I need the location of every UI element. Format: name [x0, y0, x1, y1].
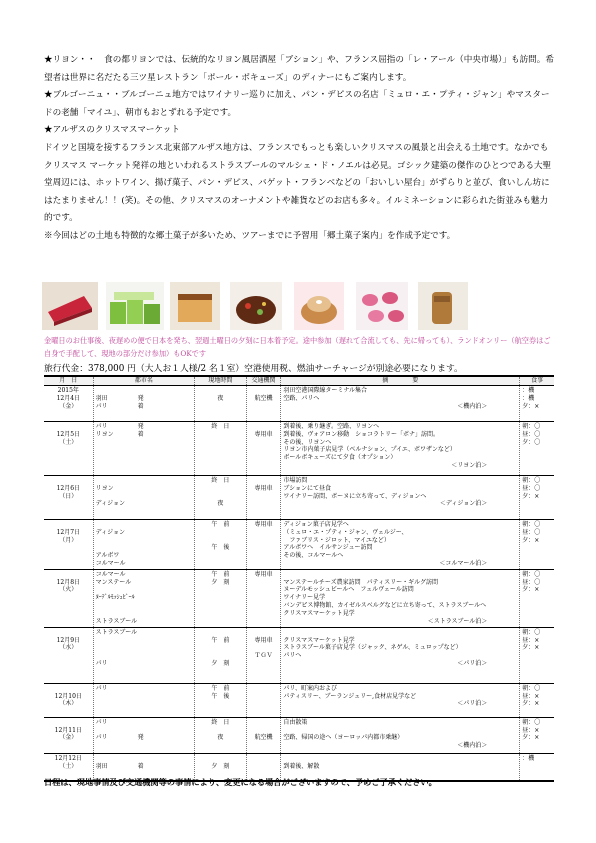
row-date: 12月11日 （金）: [44, 717, 93, 753]
table-row: [44, 386, 554, 422]
row-city: 羽田 発 パリ 着: [93, 386, 195, 422]
row-city: パリ: [93, 683, 195, 717]
row-date: 12月8日 （火）: [44, 569, 93, 627]
header-meals: 食事: [520, 376, 554, 386]
participation-note: 金曜日のお仕事後、夜遅めの便で日本を発ち、翌週土曜日の夕刻に日本着予定。途中参加（遅れて合流しても、先に帰っても）、ランドオンリー（航空券はご自身で手配して、現地の部分だけ参加）もOKです: [44, 336, 551, 358]
row-summary: 到着後、乗り継ぎ。空路、リヨンへ 到着後、ヴォアロン移動 ショコラトリー「ボナ」訪問。 その後、リヨンへ リヨン市内菓子店見学（ベルナション、プイエ、ボワザンなど） ボールボキューズにて夕食（オプション） ＜リヨン泊＞: [281, 422, 520, 476]
intro-text: [44, 52, 556, 246]
row-transport: 専用車: [246, 569, 281, 627]
row-stay: ＜機内泊＞: [457, 402, 488, 410]
row-city: パリ 発 リヨン 着: [93, 422, 195, 476]
row-summary: クリスマスマーケット見学 ストラスブール菓子店見学（ジャック、ネゲル、ミュロップなど） パリへ ＜パリ泊＞: [281, 627, 520, 683]
header-summary: 摘 要: [281, 376, 520, 386]
row-time: 午 前 夕 刻: [195, 569, 246, 627]
row-stay: ＜コルマール泊＞: [439, 559, 488, 567]
row-meals: ：機: [520, 753, 554, 781]
row-time: 午 前 夕 刻: [195, 627, 246, 683]
row-summary: パリ、町案内および パティスリー、ブーランジェリー,食材店見学など ＜パリ泊＞: [281, 683, 520, 717]
row-stay: ＜パリ泊＞: [457, 659, 488, 667]
intro-alsace: ドイツと国境を接するフランス北東部アルザス地方は、フランスでもっとも楽しいクリスマスの風景と出会える土地です。なかでもクリスマス マーケット発祥の地といわれるストラスブールのマルシェ・ド・ノエルは必見。ゴシック建築の傑作のひとつである大聖堂周辺には、ホットワイン、揚げ菓子、パン・デピス、バゲット・フランベなどの「おいしい屋台」がずらりと並び、食いしん坊にはたまりません！！(笑)。その他、クリスマスのオーナメントや雑貨などのお店も多々。イルミネーションに彩られた街並みも魅力的です。: [44, 142, 552, 224]
row-summary: 自由散策 空路、帰国の途へ（ヨーロッパ内都市乗継） ＜機内泊＞: [281, 717, 520, 753]
row-transport: 専用車 ＴＧＶ: [246, 627, 281, 683]
kouglof-photo: [294, 282, 344, 330]
row-city: コルマール マンステール ﾇｰﾃﾞﾙﾓｯｼｭﾋﾞｰﾙ ストラスブール: [93, 569, 195, 627]
intro-note: ※今回はどの土地も特徴的な郷土菓子が多いため、ツアーまでに予習用「郷土菓子案内」を作成予定です。: [44, 230, 456, 241]
intro-lyon: ★リヨン・・ 食の都リヨンでは、伝統的なリヨン風居酒屋「ブション」や、フランス屈指の「レ・アール（中央市場）」も訪問。希望者は世界に名だたる三ツ星レストラン「ポール・ボキューズ」のディナーにもご案内します。: [44, 55, 554, 83]
row-time: 終 日: [195, 422, 246, 476]
row-summary: ディジョン菓子店見学へ （ミュロ・エ・プティ・ジャン、ヴェルジー、 ファブリス・ジロット、マイユなど） アルボワへ イルサンジュー訪問 その後、コルマールへ ＜コルマール泊＞: [281, 520, 520, 570]
row-time: 夕 刻: [195, 753, 246, 781]
row-transport: 専用車: [246, 476, 281, 520]
row-meals: 朝：〇 昼：〇 夕：×: [520, 569, 554, 627]
row-city: ディジョン アルボワ コルマール: [93, 520, 195, 570]
tour-price: 旅行代金：378,000 円（大人お１人様/2 名１室）空港使用税、燃油サーチャージが別途必要になります。: [44, 364, 463, 374]
table-row: [44, 520, 554, 570]
row-time: 午 前 午 後: [195, 520, 246, 570]
pastry-photo: [418, 282, 468, 330]
intro-bourgogne: ★ブルゴーニュ・・ブルゴーニュ地方ではワイナリー巡りに加え、パン・デピスの名店「ミュロ・エ・プティ・ジャン」やマスタードの老舗「マイユ」、朝市もおとずれる予定です。: [44, 90, 550, 118]
row-city: ストラスブール パリ: [93, 627, 195, 683]
table-row: [44, 717, 554, 753]
header-time: 現地時間: [195, 376, 246, 386]
row-stay: ＜パリ泊＞: [457, 700, 488, 708]
table-row: [44, 683, 554, 717]
row-date: 12月5日 （土）: [44, 422, 93, 476]
table-row: [44, 476, 554, 520]
header-date: 月 日: [44, 376, 93, 386]
row-time: 終 日 夜: [195, 476, 246, 520]
itinerary-table: [44, 375, 554, 782]
row-transport: 航空機: [246, 717, 281, 753]
row-date: 12月6日 （日）: [44, 476, 93, 520]
fruit-cake-photo: [230, 282, 282, 330]
table-row: [44, 627, 554, 683]
row-date: 2015年 12月4日 （金）: [44, 386, 93, 422]
row-stay: ＜ディジョン泊＞: [439, 500, 488, 508]
pink-biscuits-photo: [356, 282, 408, 330]
sponge-cake-photo: [170, 282, 220, 330]
row-transport: 専用車: [246, 520, 281, 570]
row-date: 12月12日 （土）: [44, 753, 93, 781]
row-meals: 朝：〇 昼：× 夕：×: [520, 717, 554, 753]
row-stay: ＜ストラスブール泊＞: [427, 617, 488, 625]
row-time: 夜: [195, 386, 246, 422]
row-meals: 朝：〇 昼：〇 夕：〇: [520, 422, 554, 476]
row-meals: 朝：〇 昼：〇 夕：×: [520, 520, 554, 570]
row-city: 羽田 着: [93, 753, 195, 781]
header-city: 都市名: [93, 376, 195, 386]
row-date: 12月9日 （水）: [44, 627, 93, 683]
row-date: 12月10日 （木）: [44, 683, 93, 717]
intro-alsace-heading: ★アルザスのクリスマスマーケット: [44, 125, 180, 136]
row-summary: 到着後、解散: [281, 753, 520, 781]
green-sweets-photo: [106, 282, 164, 330]
row-stay: ＜機内泊＞: [457, 742, 488, 750]
row-meals: 朝：〇 昼：〇 夕：×: [520, 476, 554, 520]
table-header-row: [44, 376, 554, 386]
row-city: リヨン ディジョン: [93, 476, 195, 520]
row-transport: 専用車: [246, 422, 281, 476]
schedule-disclaimer: 日程は、現地事情及び交通機関等の事情により、変更になる場合がございますので、予めご了承ください。: [44, 777, 437, 787]
row-meals: ：機 ：機 夕：×: [520, 386, 554, 422]
row-city: パリ パリ 発: [93, 717, 195, 753]
row-meals: 朝：〇 昼：× 夕：×: [520, 627, 554, 683]
red-tart-photo: [42, 282, 98, 330]
table-row: [44, 569, 554, 627]
row-summary: 市場訪問 ブションにて昼食 ワイナリー訪問、ボーヌに立ち寄って、ディジョンへ ＜ディジョン泊＞: [281, 476, 520, 520]
row-time: 午 前 午 後: [195, 683, 246, 717]
table-row: [44, 422, 554, 476]
row-time: 終 日 夜: [195, 717, 246, 753]
header-transport: 交通機関: [246, 376, 281, 386]
photo-strip: [42, 282, 472, 330]
row-transport: [246, 683, 281, 717]
row-date: 12月7日 （月）: [44, 520, 93, 570]
row-meals: 朝：〇 昼：× 夕：×: [520, 683, 554, 717]
row-stay: ＜リヨン泊＞: [451, 461, 488, 469]
row-summary: 羽田空港国際線ターミナル集合 空路、パリへ ＜機内泊＞: [281, 386, 520, 422]
row-transport: 航空機: [246, 386, 281, 422]
row-summary: マンステールチーズ農家訪問 パティスリー・ギルグ訪問 ヌーデルモッシュビールへ フェルヴェール訪問 ワイナリー見学 バンデピス博物館、カイゼルスベルグなどに立ち寄って、ストラスブールへ クリスマスマーケット見学 ＜ストラスブール泊＞: [281, 569, 520, 627]
